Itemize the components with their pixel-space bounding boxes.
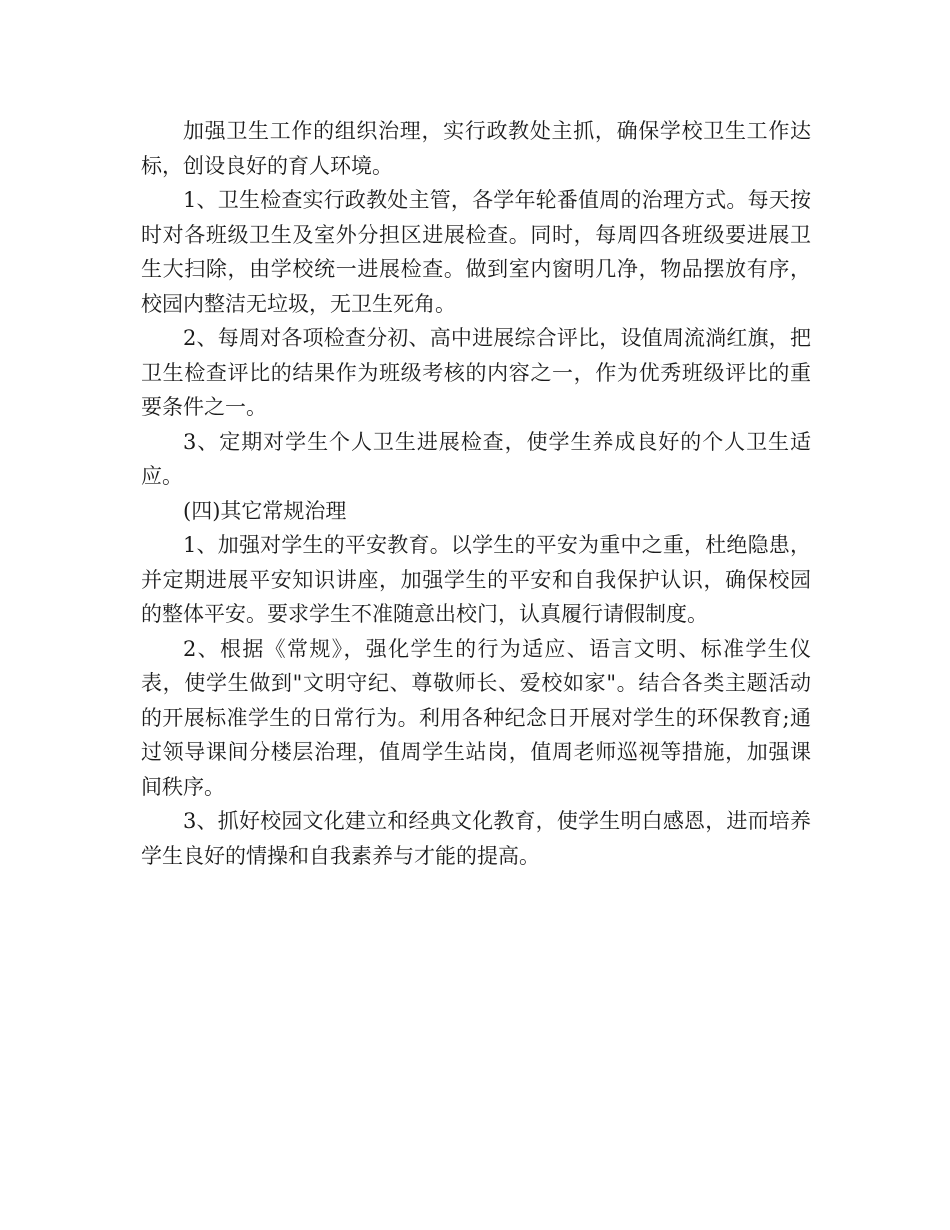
paragraph-hygiene-item-3: 3、定期对学生个人卫生进展检查，使学生养成良好的个人卫生适应。 (141, 429, 811, 488)
document-body (141, 114, 811, 873)
paragraph-other-item-3: 3、抓好校园文化建立和经典文化教育，使学生明白感恩，进而培养学生良好的情操和自我素养与才能的提高。 (141, 809, 811, 868)
section-heading-other-management: (四)其它常规治理 (183, 498, 347, 523)
paragraph-hygiene-item-1: 1、卫生检查实行政教处主管，各学年轮番值周的治理方式。每天按时对各班级卫生及室外分担区进展检查。同时，每周四各班级要进展卫生大扫除，由学校统一进展检查。做到室内窗明几净，物品摆放有序，校园内整洁无垃圾，无卫生死角。 (141, 188, 811, 316)
paragraph-hygiene-intro: 加强卫生工作的组织治理，实行政教处主抓，确保学校卫生工作达标，创设良好的育人环境。 (141, 119, 811, 178)
paragraph-other-item-1: 1、加强对学生的平安教育。以学生的平安为重中之重，杜绝隐患，并定期进展平安知识讲座，加强学生的平安和自我保护认识，确保校园的整体平安。要求学生不准随意出校门，认真履行请假制度。 (141, 533, 811, 626)
paragraph-other-item-2: 2、根据《常规》，强化学生的行为适应、语言文明、标准学生仪表，使学生做到"文明守纪、尊敬师长、爱校如家"。结合各类主题活动的开展标准学生的日常行为。利用各种纪念日开展对学生的环保教育;通过领导课间分楼层治理，值周学生站岗，值周老师巡视等措施，加强课间秩序。 (141, 636, 811, 799)
paragraph-hygiene-item-2: 2、每周对各项检查分初、高中进展综合评比，设值周流淌红旗，把卫生检查评比的结果作为班级考核的内容之一，作为优秀班级评比的重要条件之一。 (141, 326, 811, 419)
